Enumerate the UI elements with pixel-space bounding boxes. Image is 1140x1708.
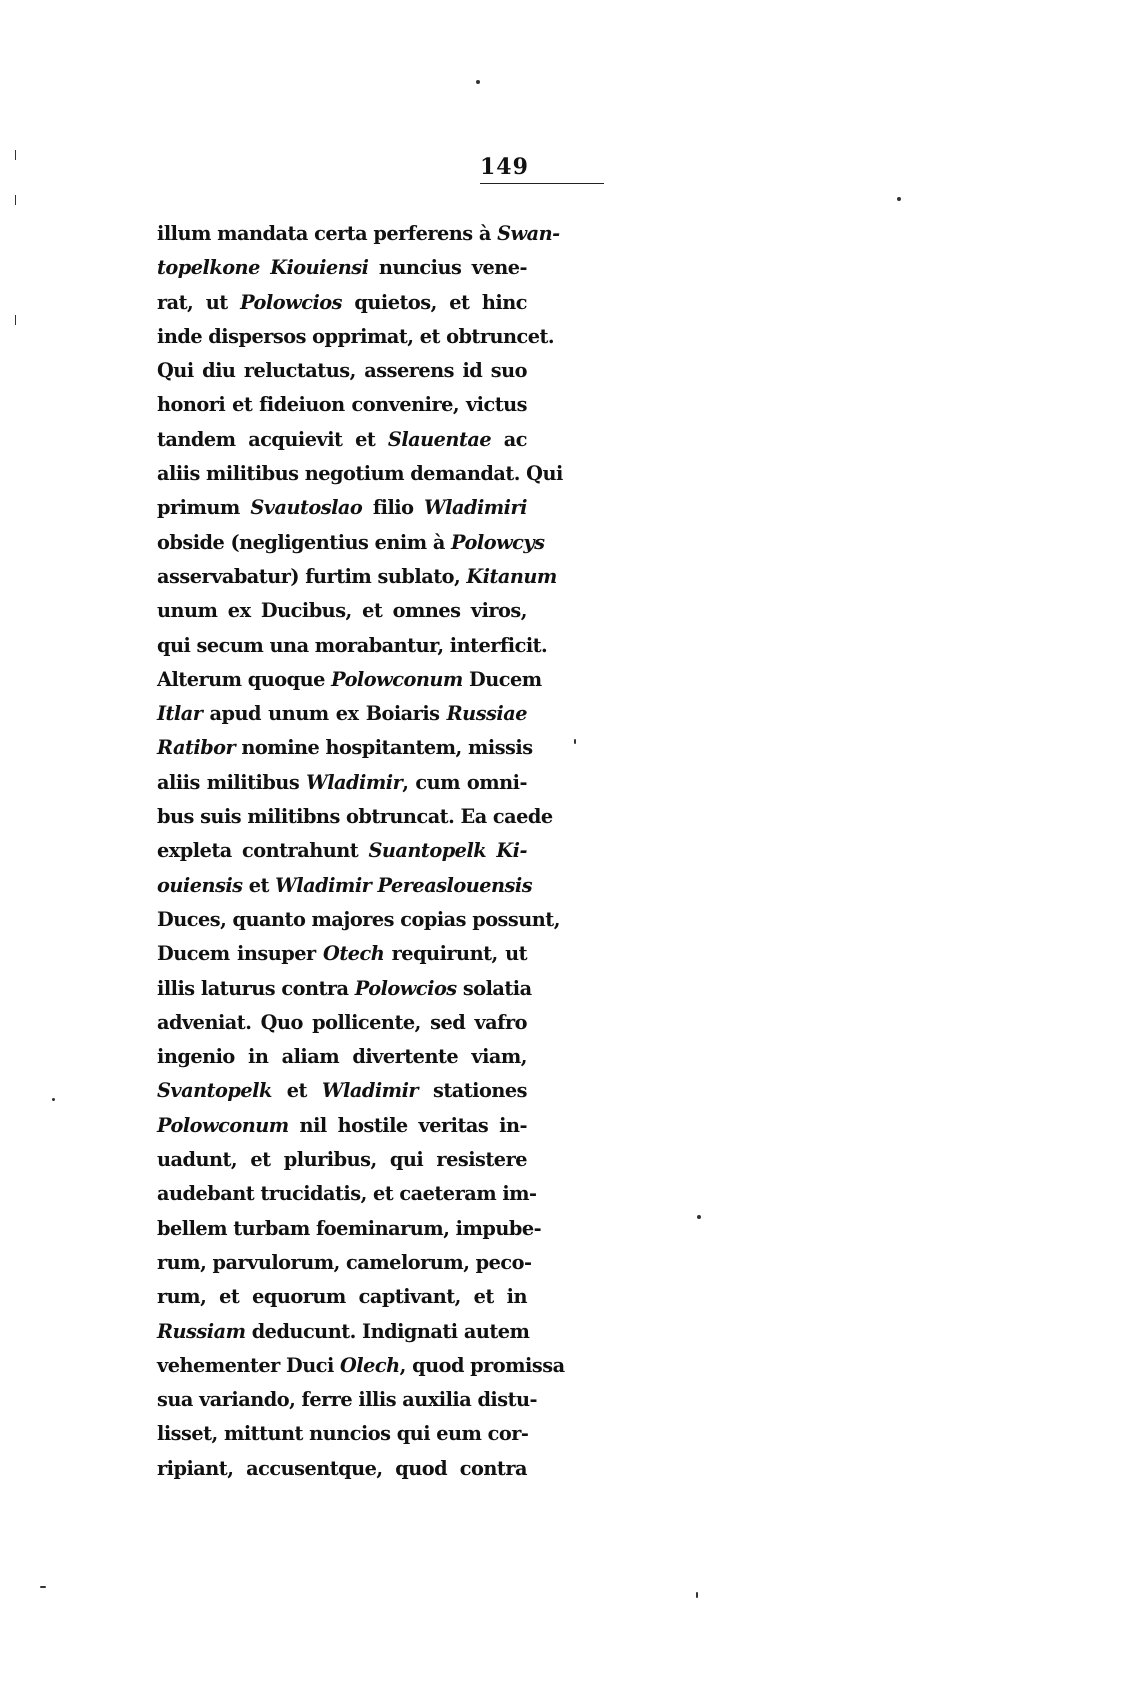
text-run: aliis militibus negotium demandat. Qui [157, 462, 563, 486]
italic-name: Wladimiri [424, 496, 527, 520]
body-text [157, 217, 565, 1486]
italic-name: Wladimir [306, 770, 403, 794]
text-line [157, 1452, 527, 1486]
text-line [157, 1280, 527, 1314]
italic-name: Ratibor [157, 736, 236, 760]
text-line [157, 491, 527, 525]
text-run: Duces, quanto majores copias possunt, [157, 907, 560, 931]
italic-name: ouiensis [157, 873, 243, 897]
text-run: audebant trucidatis, et caeteram im- [157, 1182, 537, 1206]
text-run: rum, parvulorum, camelorum, peco- [157, 1250, 532, 1274]
text-run: , cum omni- [402, 770, 527, 794]
text-line [157, 903, 560, 937]
text-line [157, 972, 532, 1006]
italic-name: Russiam [157, 1319, 246, 1343]
scan-speck [476, 80, 480, 84]
scan-speck [52, 1098, 55, 1101]
italic-name: Olech [340, 1353, 400, 1377]
italic-name: Swan- [497, 222, 560, 245]
scan-speck [696, 1592, 698, 1598]
text-line [157, 663, 542, 697]
italic-name: Russiae [446, 702, 527, 726]
italic-name: Svantopelk [157, 1079, 272, 1103]
text-run: illis laturus contra [157, 976, 355, 1000]
italic-name: Polowconum [157, 1113, 289, 1137]
scan-speck [697, 1215, 701, 1219]
text-run: et [271, 1079, 322, 1103]
text-run: rum, et equorum captivant, et in [157, 1285, 527, 1309]
text-line [157, 1315, 530, 1349]
text-run: primum [157, 496, 251, 520]
italic-name: Wladimir Pereaslouensis [275, 873, 533, 897]
scan-speck [15, 150, 16, 160]
text-line [157, 594, 527, 628]
text-run: tandem acquievit et [157, 427, 388, 451]
text-line [157, 869, 533, 903]
italic-name: Polowcys [451, 530, 545, 554]
italic-name: Slauentae [387, 427, 492, 451]
text-line [157, 1143, 527, 1177]
text-run: uadunt, et pluribus, qui resistere [157, 1148, 527, 1172]
text-run: filio [362, 496, 424, 520]
text-run: bellem turbam foeminarum, impube- [157, 1216, 542, 1240]
text-run: requirunt, ut [384, 942, 528, 966]
text-line [157, 457, 563, 491]
text-line [157, 251, 527, 285]
italic-name: topelkone Kiouiensi [157, 256, 369, 280]
text-line [157, 1383, 538, 1417]
text-run: unum ex Ducibus, et omnes viros, [157, 599, 527, 623]
text-run: expleta contrahunt [157, 839, 369, 863]
italic-name: Polowcios [354, 976, 457, 1000]
text-line [157, 354, 527, 388]
text-line [157, 1074, 527, 1108]
text-line [157, 560, 557, 594]
italic-name: Wladimir [321, 1079, 419, 1103]
text-run: stationes [418, 1079, 527, 1103]
page-number: 149 [480, 154, 529, 180]
italic-name: Otech [323, 942, 385, 966]
text-run: , quod promissa [399, 1353, 565, 1377]
text-line [157, 766, 527, 800]
text-run: rat, ut [157, 290, 241, 314]
text-run: et [242, 873, 276, 897]
text-line [157, 834, 527, 868]
text-line [157, 1417, 527, 1451]
scan-speck [897, 197, 901, 201]
text-run: nuncius vene- [368, 256, 527, 280]
text-line [157, 1246, 532, 1280]
text-run: deducunt. Indignati autem [245, 1319, 530, 1343]
text-run: sua variando, ferre illis auxilia distu- [157, 1388, 538, 1412]
text-run: vehementer Duci [157, 1353, 341, 1377]
text-line [157, 800, 553, 834]
text-line [157, 1006, 527, 1040]
text-run: adveniat. Quo pollicente, sed vafro [157, 1010, 527, 1034]
text-run: lisset, mittunt nuncios qui eum cor- [157, 1422, 529, 1446]
text-run: ac [491, 427, 527, 451]
text-line [157, 388, 527, 422]
text-line [157, 1177, 537, 1211]
text-line [157, 1040, 527, 1074]
text-run: Alterum quoque [157, 667, 332, 691]
text-run: Qui diu reluctatus, asserens id suo [157, 359, 527, 383]
text-run: ripiant, accusentque, quod contra [157, 1456, 527, 1480]
text-run: honori et fideiuon convenire, victus [157, 393, 527, 417]
scan-speck [40, 1586, 46, 1588]
text-run: nil hostile veritas in- [288, 1113, 527, 1137]
text-run: qui secum una morabantur, interficit. [157, 633, 548, 657]
text-line [157, 286, 527, 320]
italic-name: Suantopelk Ki- [368, 839, 527, 863]
text-run: apud unum ex Boiaris [202, 702, 447, 726]
text-run: asservabatur) furtim sublato, [157, 564, 467, 588]
text-line [157, 937, 527, 971]
text-run: inde dispersos opprimat, et obtruncet. [157, 324, 555, 348]
text-line [157, 1212, 542, 1246]
text-run: illum mandata certa perferens à [157, 222, 498, 245]
text-line [157, 697, 527, 731]
text-run: Ducem insuper [157, 942, 324, 966]
italic-name: Itlar [157, 702, 203, 726]
text-line [157, 1349, 565, 1383]
page-number-rule [480, 183, 604, 184]
scan-speck [15, 315, 16, 325]
text-line [157, 320, 555, 354]
scan-speck [15, 195, 16, 205]
text-run: quietos, et hinc [341, 290, 527, 314]
text-run: Ducem [462, 667, 542, 691]
text-run: bus suis militibns obtruncat. Ea caede [157, 805, 553, 829]
italic-name: Kitanum [466, 564, 557, 588]
text-line [157, 731, 533, 765]
text-line [157, 526, 545, 560]
text-line [157, 423, 527, 457]
text-line [157, 1109, 527, 1143]
italic-name: Polowconum [331, 667, 463, 691]
text-run: aliis militibus [157, 770, 307, 794]
text-run: nomine hospitantem, missis [235, 736, 533, 760]
text-run: ingenio in aliam divertente viam, [157, 1045, 527, 1069]
text-run: obside (negligentius enim à [157, 530, 452, 554]
italic-name: Svautoslao [250, 496, 363, 520]
scan-speck [574, 739, 576, 744]
text-line [157, 217, 560, 251]
text-run: solatia [456, 976, 532, 1000]
text-line [157, 629, 548, 663]
italic-name: Polowcios [240, 290, 342, 314]
